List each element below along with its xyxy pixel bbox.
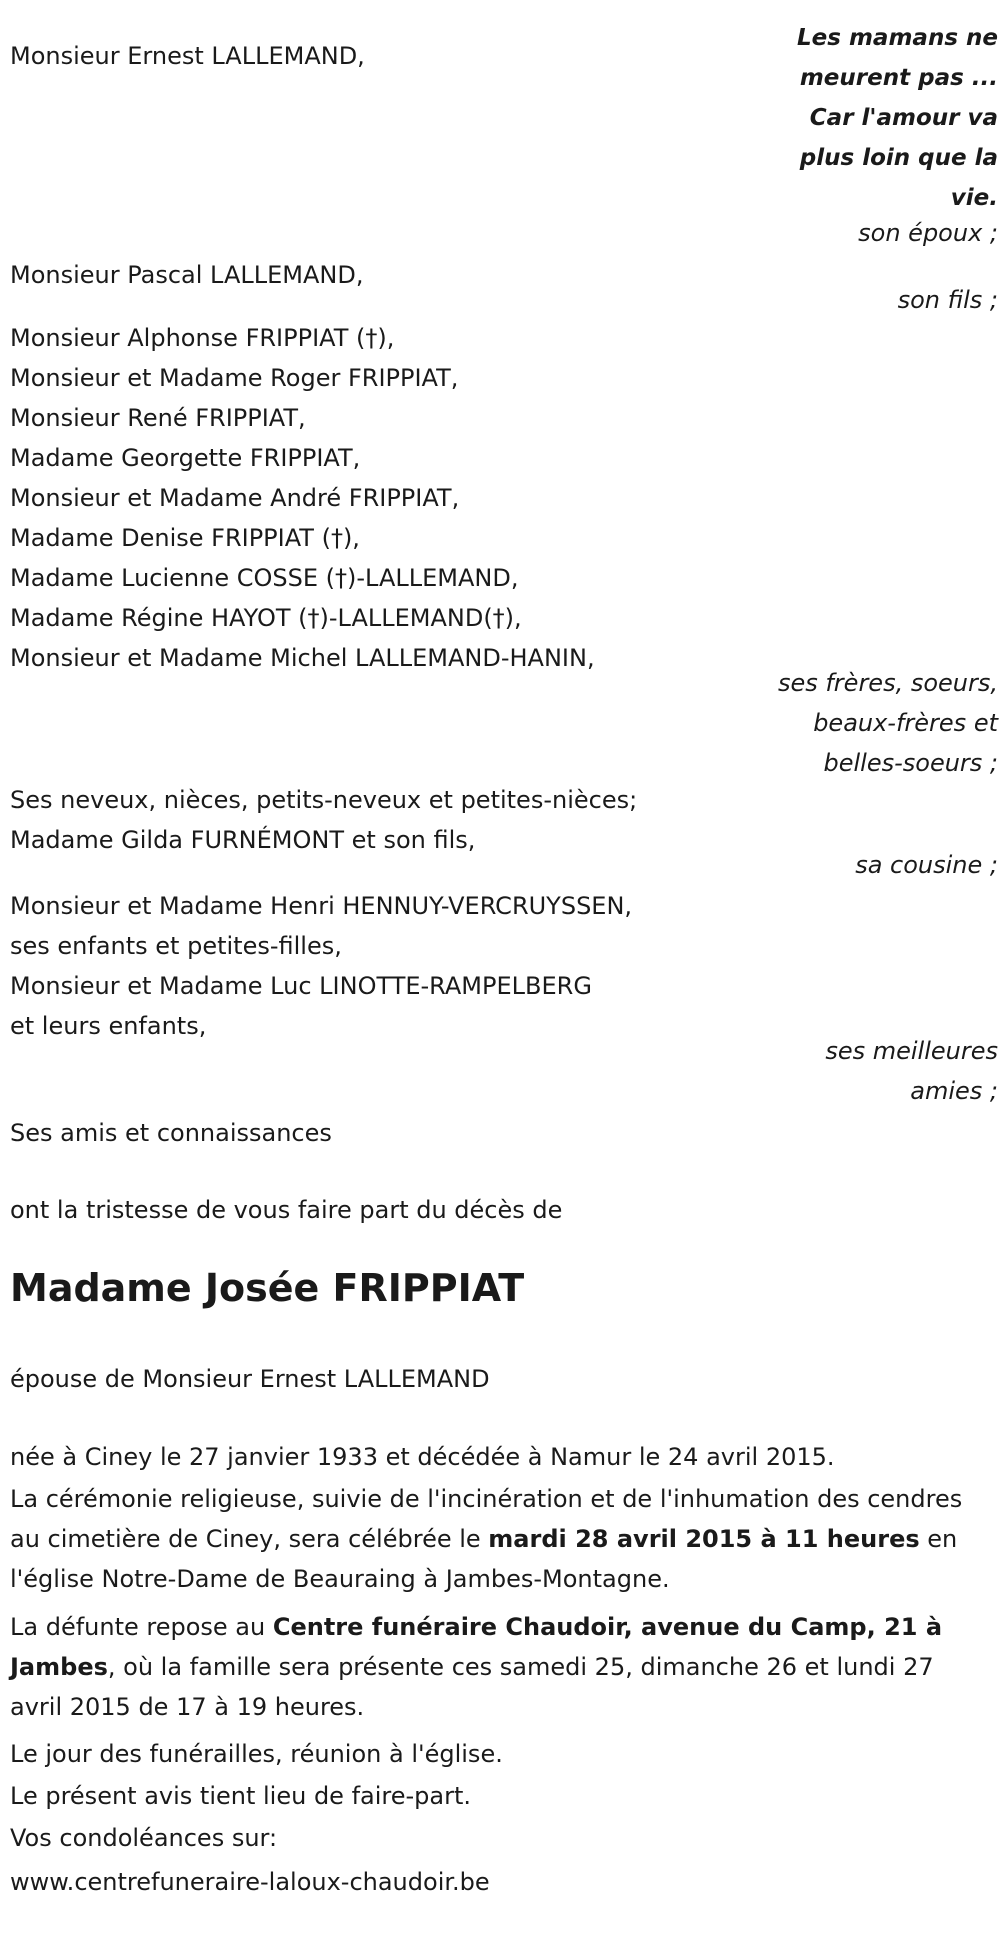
family-name: Madame Denise FRIPPIAT (†), bbox=[10, 524, 360, 552]
relation-label: amies ; bbox=[910, 1077, 998, 1105]
rest-paragraph: La défunte repose au Centre funéraire Chaudoir, avenue du Camp, 21 à Jambes, où la famille sera présente ces samedi 25, dimanche 26 et lundi 27 avril 2015 de 17 à 19 heures. bbox=[10, 1613, 943, 1721]
family-name: Monsieur Alphonse FRIPPIAT (†), bbox=[10, 324, 395, 352]
family-name: Madame Lucienne COSSE (†)-LALLEMAND, bbox=[10, 564, 519, 592]
relation-label: sa cousine ; bbox=[855, 851, 998, 879]
condolences-line: Vos condoléances sur: bbox=[10, 1824, 278, 1852]
family-name: Monsieur Pascal LALLEMAND, bbox=[10, 261, 364, 289]
family-name: Monsieur et Madame Henri HENNUY-VERCRUYSSEN, bbox=[10, 892, 633, 920]
family-name: Madame Georgette FRIPPIAT, bbox=[10, 444, 361, 472]
website-link[interactable]: www.centrefuneraire-laloux-chaudoir.be bbox=[10, 1868, 490, 1896]
relation-label: beaux-frères et bbox=[813, 709, 998, 737]
family-name: Monsieur et Madame André FRIPPIAT, bbox=[10, 484, 460, 512]
friends-line: Ses amis et connaissances bbox=[10, 1119, 332, 1147]
relation-label: belles-soeurs ; bbox=[823, 749, 998, 777]
notice-line: Le présent avis tient lieu de faire-part. bbox=[10, 1782, 472, 1810]
family-name: et leurs enfants, bbox=[10, 1012, 207, 1040]
relation-label: son époux ; bbox=[858, 219, 998, 247]
family-name: Ses neveux, nièces, petits-neveux et petites-nièces; bbox=[10, 786, 638, 814]
epigraph: Les mamans ne meurent pas ... Car l'amour va plus loin que la vie. bbox=[797, 25, 998, 211]
funeral-home-address: Centre funéraire Chaudoir, avenue du Camp, 21 à Jambes bbox=[10, 1613, 943, 1681]
family-name: Monsieur et Madame Michel LALLEMAND-HANIN, bbox=[10, 644, 595, 672]
deceased-name: Madame Josée FRIPPIAT bbox=[10, 1266, 525, 1310]
ceremony-paragraph: La cérémonie religieuse, suivie de l'incinération et de l'inhumation des cendres au cimetière de Ciney, sera célébrée le mardi 28 avril 2015 à 11 heures en l'église Notre-Dame de Beauraing à Jambes-Montagne. bbox=[10, 1485, 963, 1593]
family-name: ses enfants et petites-filles, bbox=[10, 932, 342, 960]
announcement: ont la tristesse de vous faire part du décès de bbox=[10, 1196, 563, 1224]
family-name: Monsieur et Madame Roger FRIPPIAT, bbox=[10, 364, 459, 392]
ceremony-date: mardi 28 avril 2015 à 11 heures bbox=[488, 1525, 920, 1553]
family-name: Madame Régine HAYOT (†)-LALLEMAND(†), bbox=[10, 604, 522, 632]
relation-label: ses meilleures bbox=[825, 1037, 998, 1065]
birth-death-line: née à Ciney le 27 janvier 1933 et décédée à Namur le 24 avril 2015. bbox=[10, 1443, 835, 1471]
family-name: Monsieur René FRIPPIAT, bbox=[10, 404, 306, 432]
funeral-day-line: Le jour des funérailles, réunion à l'église. bbox=[10, 1740, 503, 1768]
relation-label: ses frères, soeurs, bbox=[777, 669, 998, 697]
spouse-line: épouse de Monsieur Ernest LALLEMAND bbox=[10, 1365, 490, 1393]
relation-label: son fils ; bbox=[897, 286, 998, 314]
family-name: Madame Gilda FURNÉMONT et son fils, bbox=[10, 826, 476, 854]
family-name: Monsieur Ernest LALLEMAND, bbox=[10, 42, 365, 70]
family-name: Monsieur et Madame Luc LINOTTE-RAMPELBERG bbox=[10, 972, 592, 1000]
